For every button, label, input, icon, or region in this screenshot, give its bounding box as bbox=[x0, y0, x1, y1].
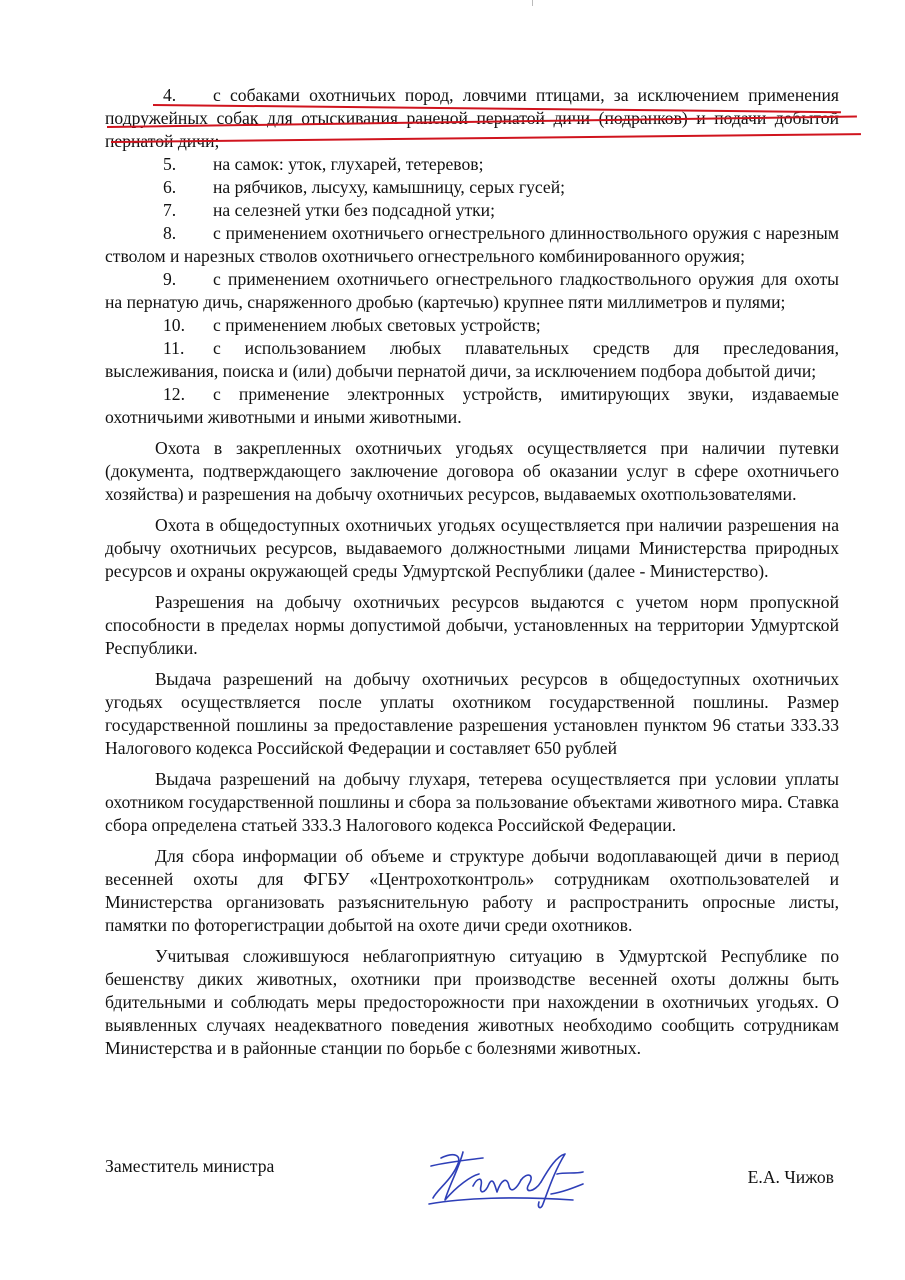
list-item-text: с применением любых световых устройств; bbox=[213, 315, 541, 335]
list-item-number: 11. bbox=[163, 338, 185, 358]
list-item-number: 10. bbox=[163, 315, 185, 335]
list-item-text: с использованием любых плавательных средств для преследования, выслеживания, поиска и (или) добычи пернатой дичи, за исключением подбора добытой дичи; bbox=[105, 338, 839, 381]
body-paragraph: Выдача разрешений на добычу охотничьих ресурсов в общедоступных охотничьих угодьях осуществляется после уплаты охотником государственной пошлины. Размер государственной пошлины за предоставление разрешения установлен пунктом 96 статьи 333.33 Налогового кодекса Российской Федерации и составляет 650 рублей bbox=[105, 669, 839, 758]
list-item bbox=[105, 337, 839, 383]
signatory-position: Заместитель министра bbox=[105, 1156, 275, 1176]
body-paragraph: Охота в закрепленных охотничьих угодьях осуществляется при наличии путевки (документа, подтверждающего заключение договора об оказании услуг в сфере охотничьего хозяйства) и разрешения на добычу охотничьих ресурсов, выдаваемых охотпользователями. bbox=[105, 438, 839, 504]
list-item-text: на самок: уток, глухарей, тетеревов; bbox=[213, 154, 484, 174]
list-item-number: 4. bbox=[163, 85, 177, 105]
list-item bbox=[105, 314, 839, 337]
scan-mark bbox=[532, 0, 533, 6]
body-paragraph: Разрешения на добычу охотничьих ресурсов выдаются с учетом норм пропускной способности в пределах нормы допустимой добычи, установленных на территории Удмуртской Республики. bbox=[105, 592, 839, 658]
list-item bbox=[105, 383, 839, 429]
list-item bbox=[105, 199, 839, 222]
list-item-number: 7. bbox=[163, 200, 177, 220]
document-body bbox=[105, 84, 839, 1060]
list-item-text: с применение электронных устройств, имитирующих звуки, издаваемые охотничьими животными и иными животными. bbox=[105, 384, 839, 427]
list-item-text: с собаками охотничьих пород, ловчими птицами, за исключением применения подружейных собак для отыскивания раненой пернатой дичи (подранков) и подачи добытой пернатой дичи; bbox=[105, 85, 839, 151]
handwritten-signature bbox=[423, 1146, 593, 1216]
list-item-text: на селезней утки без подсадной утки; bbox=[213, 200, 495, 220]
list-item bbox=[105, 84, 839, 153]
list-item-number: 8. bbox=[163, 223, 177, 243]
body-paragraph: Охота в общедоступных охотничьих угодьях осуществляется при наличии разрешения на добычу охотничьих ресурсов, выдаваемого должностными лицами Министерства природных ресурсов и охраны окружающей среды Удмуртской Республики (далее - Министерство). bbox=[105, 515, 839, 581]
body-paragraph: Для сбора информации об объеме и структуре добычи водоплавающей дичи в период весенней охоты для ФГБУ «Центрохотконтроль» сотрудникам охотпользователей и Министерства организовать разъяснительную работу и распространить опросные листы, памятки по фоторегистрации добытой на охоте дичи среди охотников. bbox=[105, 846, 839, 935]
list-item bbox=[105, 268, 839, 314]
list-item bbox=[105, 222, 839, 268]
signature-block bbox=[105, 1156, 839, 1216]
signatory-name: Е.А. Чижов bbox=[747, 1167, 834, 1187]
list-item bbox=[105, 153, 839, 176]
list-item-number: 9. bbox=[163, 269, 177, 289]
list-item-number: 6. bbox=[163, 177, 177, 197]
highlight-underline bbox=[111, 133, 861, 143]
list-item-number: 12. bbox=[163, 384, 185, 404]
list-item bbox=[105, 176, 839, 199]
list-item-number: 5. bbox=[163, 154, 177, 174]
list-item-text: на рябчиков, лысуху, камышницу, серых гусей; bbox=[213, 177, 566, 197]
body-paragraph: Выдача разрешений на добычу глухаря, тетерева осуществляется при условии уплаты охотником государственной пошлины и сбора за пользование объектами животного мира. Ставка сбора определена статьей 333.3 Налогового кодекса Российской Федерации. bbox=[105, 769, 839, 835]
list-item-text: с применением охотничьего огнестрельного гладкоствольного оружия для охоты на пернатую дичь, снаряженного дробью (картечью) крупнее пяти миллиметров и пулями; bbox=[105, 269, 839, 312]
list-item-text: с применением охотничьего огнестрельного длинноствольного оружия с нарезным стволом и нарезных стволов охотничьего огнестрельного комбинированного оружия; bbox=[105, 223, 839, 266]
body-paragraph: Учитывая сложившуюся неблагоприятную ситуацию в Удмуртской Республике по бешенству диких животных, охотники при производстве весенней охоты должны быть бдительными и соблюдать меры предосторожности при нахождении в охотничьих угодьях. О выявленных случаях неадекватного поведения животных необходимо сообщить сотрудникам Министерства и в районные станции по борьбе с болезнями животных. bbox=[105, 946, 839, 1058]
